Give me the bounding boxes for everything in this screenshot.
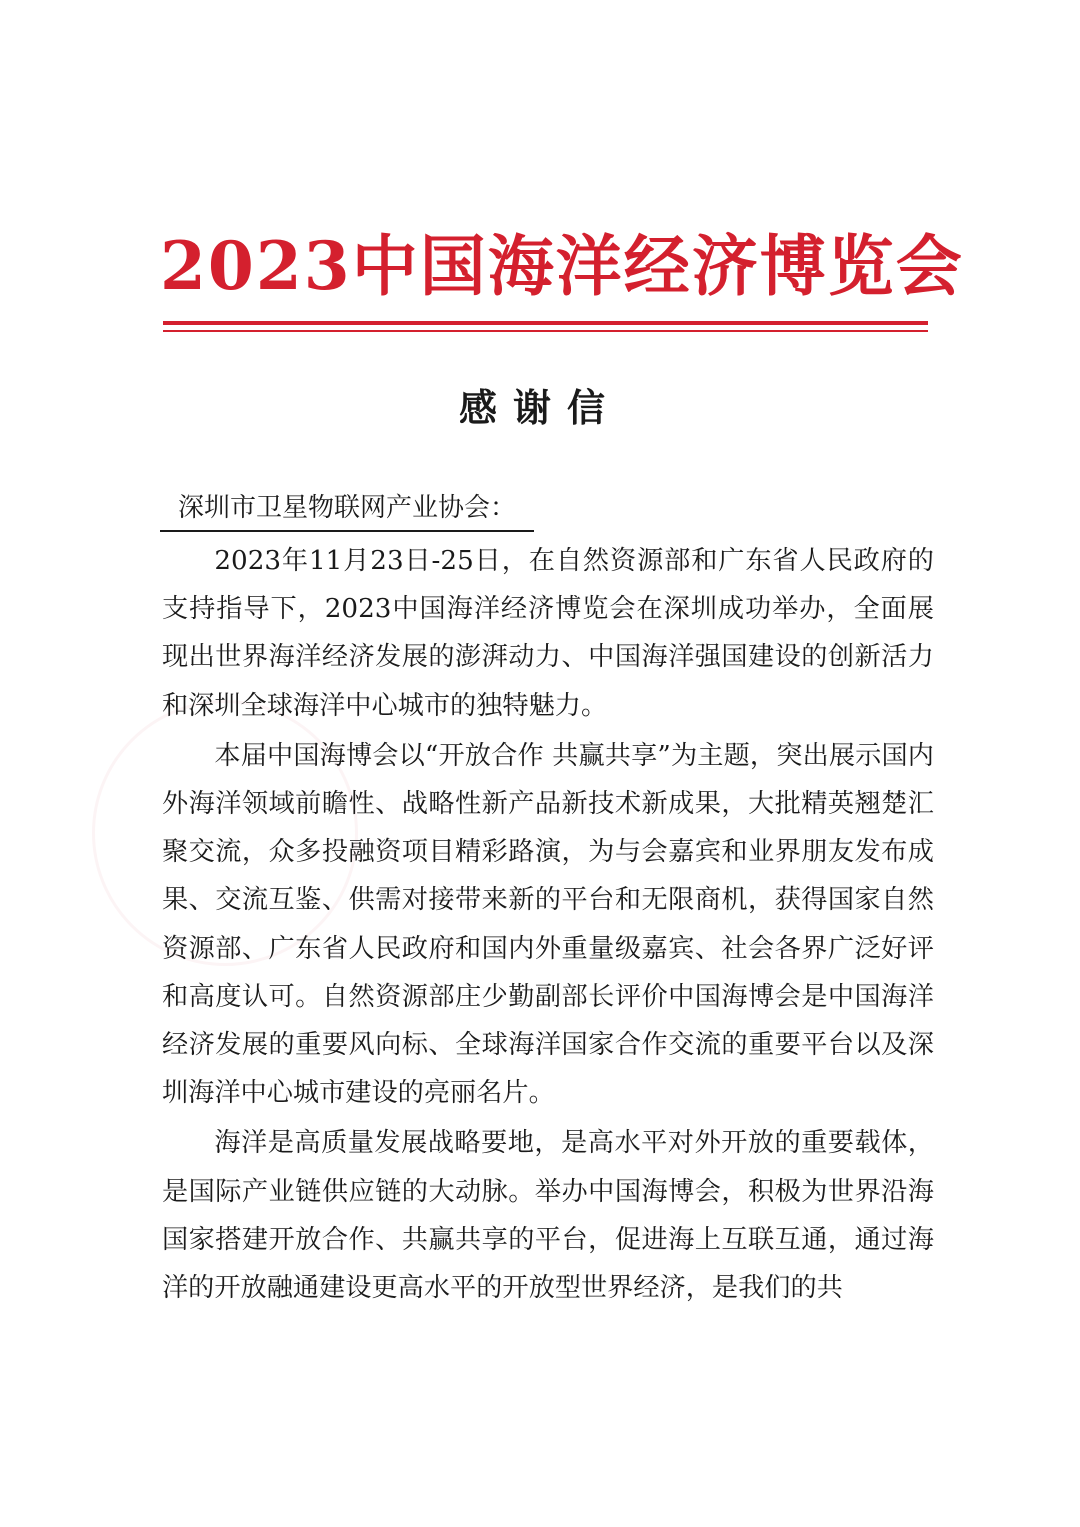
letterhead-title: 2023中国海洋经济博览会 bbox=[160, 227, 964, 305]
letterhead-rule-thin bbox=[163, 330, 928, 332]
letter-body bbox=[162, 537, 934, 1314]
document-title: 感谢信 bbox=[458, 386, 621, 430]
body-paragraph-2: 本届中国海博会以“开放合作 共赢共享”为主题，突出展示国内外海洋领域前瞻性、战略性新产品新技术新成果，大批精英翘楚汇聚交流，众多投融资项目精彩路演，为与会嘉宾和业界朋友发布成果、交流互鉴、供需对接带来新的平台和无限商机，获得国家自然资源部、广东省人民政府和国内外重量级嘉宾、社会各界广泛好评和高度认可。自然资源部庄少勤副部长评价中国海博会是中国海洋经济发展的重要风向标、全球海洋国家合作交流的重要平台以及深圳海洋中心城市建设的亮丽名片。 bbox=[162, 740, 934, 1109]
letterhead-rule-thick bbox=[163, 321, 928, 325]
body-paragraph-1: 2023年11月23日-25日，在自然资源部和广东省人民政府的支持指导下，2023中国海洋经济博览会在深圳成功举办，全面展现出世界海洋经济发展的澎湃动力、中国海洋强国建设的创新活力和深圳全球海洋中心城市的独特魅力。 bbox=[162, 546, 934, 721]
salutation: 深圳市卫星物联网产业协会： bbox=[160, 486, 534, 532]
body-paragraph-3: 海洋是高质量发展战略要地，是高水平对外开放的重要载体，是国际产业链供应链的大动脉。举办中国海博会，积极为世界沿海国家搭建开放合作、共赢共享的平台，促进海上互联互通，通过海洋的开放融通建设更高水平的开放型世界经济，是我们的共 bbox=[162, 1128, 934, 1304]
